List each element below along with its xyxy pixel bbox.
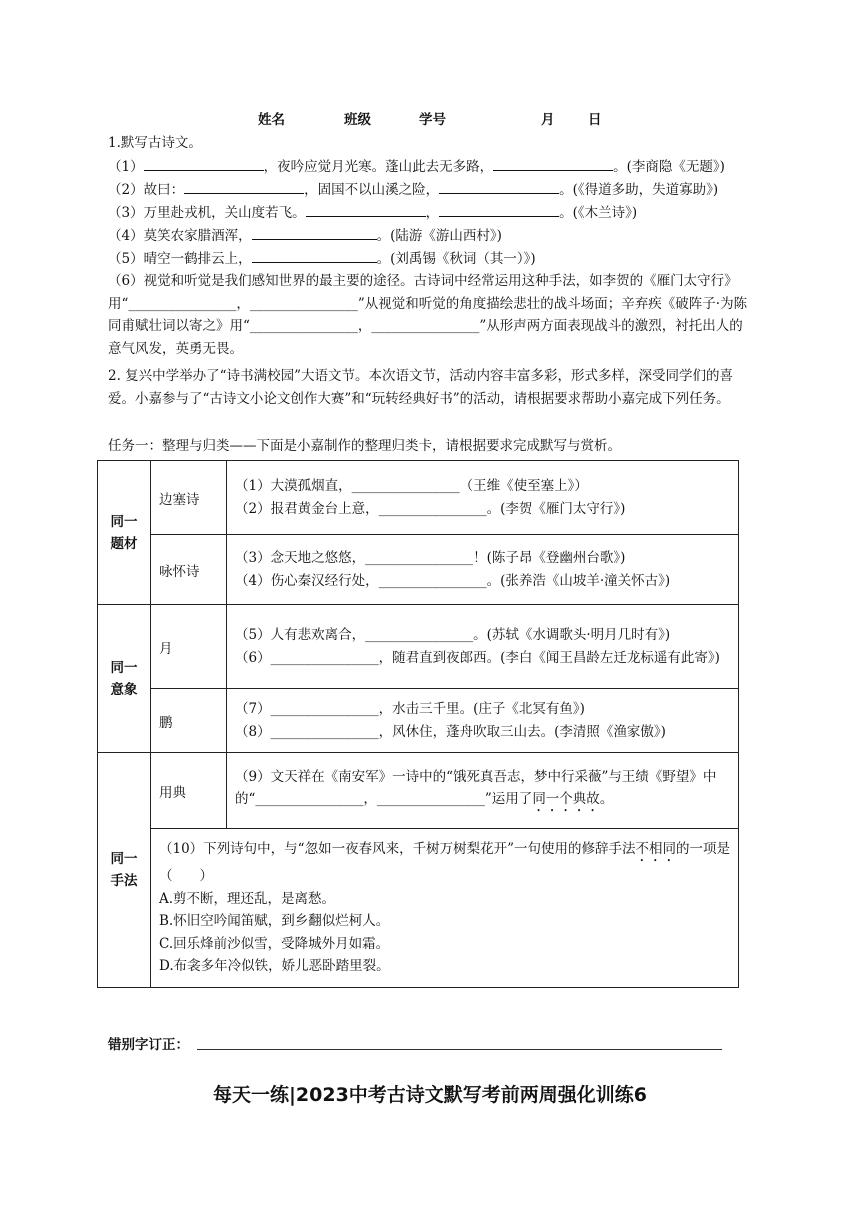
option-a: A.剪不断，理还乱，是离愁。 — [159, 890, 336, 907]
table-item-10 — [151, 829, 739, 988]
student-info-header — [0, 108, 860, 128]
question-10-stem: （10）下列诗句中，与“忽如一夜春风来，千树万树梨花开”一句使用的修辞手法不相同的一项是（ ） — [159, 841, 730, 885]
category-same-image: 同一 意象 — [98, 605, 151, 753]
reflective-poem-items — [227, 535, 739, 605]
typo-correction-blank[interactable] — [197, 1049, 722, 1050]
q1-item-4: （4）莫笑农家腊酒浑， 。(陆游《游山西村》) — [108, 225, 502, 246]
student-number-label: 学号 — [419, 112, 446, 128]
subcategory-frontier-poems: 边塞诗 — [151, 461, 227, 535]
page-title: 每天一练|2023中考古诗文默写考前两周强化训练6 — [212, 1084, 648, 1106]
moon-items — [227, 605, 739, 689]
answer-blank[interactable] — [184, 179, 304, 194]
answer-blank[interactable] — [493, 156, 613, 171]
table-item-5: （5）人有悲欢离合，________________。(苏轼《水调歌头·明月几时有》) — [235, 627, 671, 643]
q1-item-1-label: （1） — [108, 159, 144, 175]
category-same-theme: 同一 题材 — [98, 461, 151, 605]
answer-blank[interactable] — [144, 156, 264, 171]
table-item-7: （7）________________，水击三千里。(庄子《北冥有鱼》) — [235, 701, 585, 717]
answer-blank[interactable] — [252, 248, 377, 263]
answer-blank[interactable] — [306, 202, 426, 217]
answer-blank[interactable] — [252, 225, 377, 240]
table-item-4: （4）伤心秦汉经行处，________________。(张养浩《山坡羊·潼关怀古》) — [235, 572, 671, 589]
table-item-8: （8）________________，风休住，蓬舟吹取三山去。(李清照《渔家傲》) — [235, 723, 666, 740]
frontier-poem-items — [227, 461, 739, 535]
q1-item-2: （2）故曰： ，固国不以山溪之险， 。(《得道多助，失道寡助》) — [108, 179, 718, 200]
class-label: 班级 — [344, 112, 371, 128]
typo-correction-label: 错别字订正： — [108, 1037, 189, 1053]
table-item-6: （6）________________，随君直到夜郎西。(李白《闻王昌龄左迁龙标遥有此寄》) — [235, 649, 720, 666]
table-item-2: （2）报君黄金台上意，________________。(李贺《雁门太守行》) — [235, 500, 626, 517]
category-same-technique: 同一 手法 — [98, 753, 151, 988]
roc-items — [227, 689, 739, 753]
q1-item-1: （1） ，夜吟应觉月光寒。蓬山此去无多路， 。(李商隐《无题》) — [108, 156, 725, 177]
q1-title: 1.默写古诗文。 — [108, 135, 202, 151]
classification-card-table — [97, 460, 739, 988]
answer-blank[interactable] — [439, 202, 559, 217]
subcategory-moon: 月 — [151, 605, 227, 689]
table-item-1: （1）大漠孤烟直，________________（王维《使至塞上》） — [235, 478, 588, 494]
month-label: 月 — [541, 112, 555, 128]
option-c: C.回乐烽前沙似雪，受降城外月如霜。 — [159, 935, 390, 952]
name-label: 姓名 — [258, 112, 285, 128]
q1-item-6: （6）视觉和听觉是我们感知世界的最主要的途径。古诗词中经常运用这种手法，如李贺的《雁门太守行》用“________________，________________”从视觉和听觉的角度描绘悲壮的战斗场面；辛弃疾《破阵子·为陈同甫赋壮词以寄之》用“________________，________________”从形声两方面表现战斗的激烈，衬托出人的意气风发，英勇无畏。 — [108, 273, 748, 357]
option-d: D.布衾多年冷似铁，娇儿恶卧踏里裂。 — [159, 958, 390, 975]
table-item-9: （9）文天祥在《南安军》一诗中的“饿死真吾志，梦中行采薇”与王绩《野望》中的“________________，________________”运用了同一个典故。 — [227, 753, 739, 829]
subcategory-allusion: 用典 — [151, 753, 227, 829]
day-label: 日 — [588, 112, 602, 128]
q2-task: 任务一：整理与归类——下面是小嘉制作的整理归类卡，请根据要求完成默写与赏析。 — [108, 438, 621, 454]
q1-item-5: （5）晴空一鹤排云上， 。(刘禹锡《秋词（其一）》) — [108, 248, 536, 269]
q2-intro: 2. 复兴中学举办了“诗书满校园”大语文节。本次语文节，活动内容丰富多彩，形式多样，深受同学们的喜爱。小嘉参与了“古诗文小论文创作大赛”和“玩转经典好书”的活动，请根据要求帮助小嘉完成下列任务。 — [108, 368, 733, 407]
answer-blank[interactable] — [439, 179, 559, 194]
subcategory-reflective-poems: 咏怀诗 — [151, 535, 227, 605]
q1-item-3: （3）万里赴戎机，关山度若飞。 ， 。(《木兰诗》) — [108, 202, 637, 223]
subcategory-roc: 鹏 — [151, 689, 227, 753]
table-item-3: （3）念天地之悠悠，________________！(陈子昂《登幽州台歌》) — [235, 550, 626, 566]
emphasized-text: 不相同 — [635, 841, 676, 858]
option-b: B.怀旧空吟闻笛赋，到乡翻似烂柯人。 — [159, 913, 390, 930]
emphasized-text: 同一个典故 — [532, 791, 600, 808]
